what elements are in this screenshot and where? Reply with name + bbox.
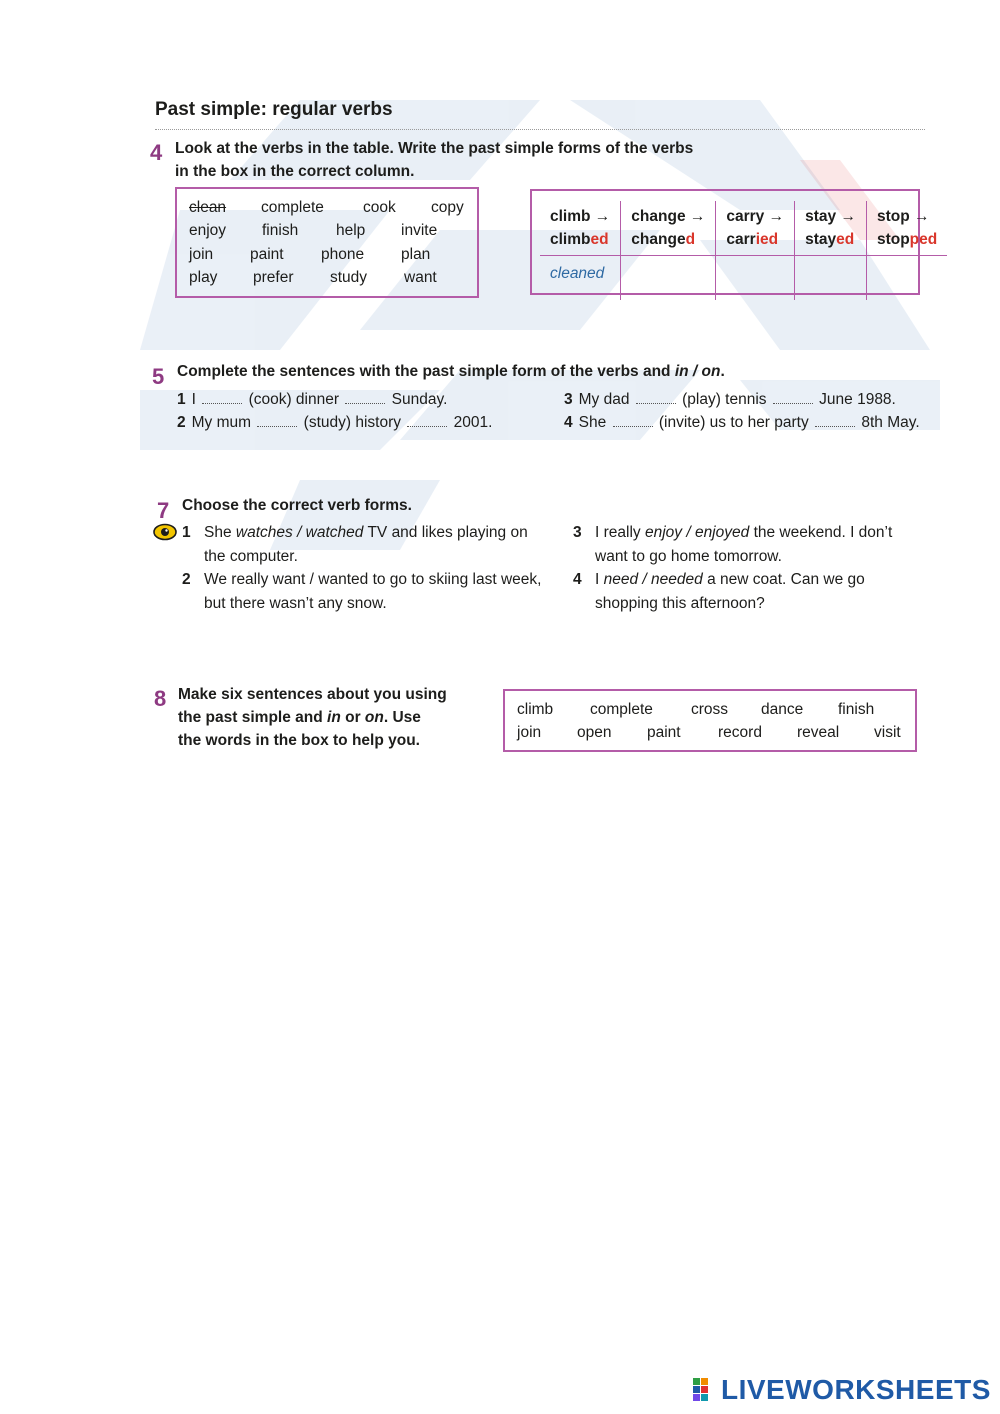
box-word: open <box>577 724 612 741</box>
exercise-5-item: 1 I (cook) dinner Sunday. <box>177 391 448 408</box>
box-word: cross <box>691 701 729 718</box>
box-word: climb <box>517 701 554 718</box>
past-ending: ed <box>590 231 609 248</box>
past-ending: ied <box>755 231 779 248</box>
liveworksheets-logo[interactable] <box>693 1374 991 1406</box>
base-verb: carry → <box>726 208 785 225</box>
box-word: paint <box>647 724 681 741</box>
verb-choice[interactable]: need / needed <box>603 571 703 588</box>
exercise-7-instruction: Choose the correct verb forms. <box>182 497 412 514</box>
instruction-line: the past simple and in or on. Use <box>178 709 421 726</box>
box-word: reveal <box>797 724 840 741</box>
box-word: clean <box>189 199 227 216</box>
box-word: dance <box>761 701 804 718</box>
base-verb: stay → <box>805 208 856 225</box>
box-word: want <box>404 269 437 286</box>
exercise-4-word-box <box>175 187 479 298</box>
answer-cell-stay[interactable] <box>795 256 867 301</box>
exercise-7-number: 7 <box>157 498 170 523</box>
answer-cell-climb[interactable] <box>540 256 621 301</box>
column-carry <box>716 201 795 256</box>
exercise-7-item: 1 She watches / watched TV and likes playing on the computer. <box>182 524 528 565</box>
instruction-line: the words in the box to help you. <box>178 732 420 749</box>
box-word: invite <box>401 222 438 239</box>
answer-gap[interactable] <box>613 412 653 427</box>
box-word: record <box>718 724 762 741</box>
box-word: complete <box>590 701 653 718</box>
answer-gap[interactable] <box>636 389 676 404</box>
instruction-text: Complete the sentences with the past simple form of the verbs and <box>177 363 671 380</box>
box-word: phone <box>321 246 365 263</box>
column-change <box>621 201 716 256</box>
box-word: play <box>189 269 218 286</box>
verb-choice[interactable]: watches / watched <box>235 524 364 541</box>
exercise-5-number: 5 <box>152 364 165 389</box>
answer-cell-stop[interactable] <box>866 256 947 301</box>
past-stem: stop <box>876 231 910 248</box>
box-word: paint <box>250 246 284 263</box>
answer-gap[interactable] <box>257 412 297 427</box>
exercise-5-item: 3 My dad (play) tennis June 1988. <box>564 391 896 408</box>
past-stem: stay <box>805 231 837 248</box>
box-word: enjoy <box>189 222 227 239</box>
base-verb: stop → <box>876 208 930 225</box>
past-stem: climb <box>550 231 591 248</box>
instruction-line: Make six sentences about you using <box>178 686 447 703</box>
box-word: complete <box>261 199 324 216</box>
box-word: help <box>336 222 366 239</box>
section-title: Past simple: regular verbs <box>155 99 393 120</box>
exercise-4-instruction: Look at the verbs in the table. Write the past simple forms of the verbs in the box in the correct column. <box>175 140 694 180</box>
exercise-5-item: 4 She (invite) us to her party 8th May. <box>564 414 920 431</box>
eye-icon <box>153 523 177 541</box>
exercise-4-verb-table <box>530 189 938 295</box>
answer-gap[interactable] <box>345 389 385 404</box>
box-word: finish <box>262 222 299 239</box>
exercise-4-number: 4 <box>150 140 163 165</box>
box-word: visit <box>874 724 901 741</box>
exercise-7-item: 2 We really want / wanted to go to skiing last week, but there wasn’t any snow. <box>182 568 542 615</box>
verb-choice[interactable]: enjoy / enjoyed <box>644 524 750 541</box>
answer-cell-change[interactable] <box>621 256 716 301</box>
answer-cell-carry[interactable] <box>716 256 795 301</box>
answer-gap[interactable] <box>815 412 855 427</box>
logo-text: LIVEWORKSHEETS <box>721 1374 991 1405</box>
box-word: finish <box>838 701 875 718</box>
exercise-8-number: 8 <box>154 686 167 711</box>
liveworksheets-logo-icon <box>693 1378 717 1402</box>
exercise-7-item: 4 I need / needed a new coat. Can we go shopping this afternoon? <box>573 571 865 612</box>
past-stem: carr <box>726 231 756 248</box>
box-word: cook <box>363 199 396 216</box>
box-word: join <box>517 724 542 741</box>
answer-gap[interactable] <box>407 412 447 427</box>
instruction-italic: in / on <box>674 363 721 380</box>
column-stay <box>795 201 867 256</box>
title-divider <box>155 129 925 130</box>
exercise-7-item: 3 I really enjoy / enjoyed the weekend. I don’t want to go home tomorrow. <box>573 524 893 565</box>
example-answer: cleaned <box>550 265 605 282</box>
past-stem: change <box>631 231 686 248</box>
past-ending: d <box>685 231 696 248</box>
box-word: plan <box>401 246 431 263</box>
box-word: copy <box>431 199 464 216</box>
box-word: prefer <box>253 269 294 286</box>
base-verb: climb → <box>550 208 611 225</box>
box-word: study <box>330 269 368 286</box>
answer-gap[interactable] <box>773 389 813 404</box>
answer-gap[interactable] <box>202 389 242 404</box>
verb-choice[interactable]: We really want / wanted to go to skiing last week, but there wasn’t any snow. <box>204 571 542 612</box>
base-verb: change → <box>631 208 706 225</box>
verb-table <box>540 201 947 300</box>
column-climb <box>540 201 621 256</box>
past-ending: ped <box>909 231 938 248</box>
exercise-8-instruction <box>178 683 447 752</box>
exercise-5-item: 2 My mum (study) history 2001. <box>177 414 493 431</box>
box-word: join <box>189 246 214 263</box>
column-stop <box>866 201 947 256</box>
exercise-5-instruction: Complete the sentences with the past simple form of the verbs and in / on. <box>177 363 725 380</box>
past-ending: ed <box>836 231 855 248</box>
exercise-8-word-box <box>503 689 917 752</box>
